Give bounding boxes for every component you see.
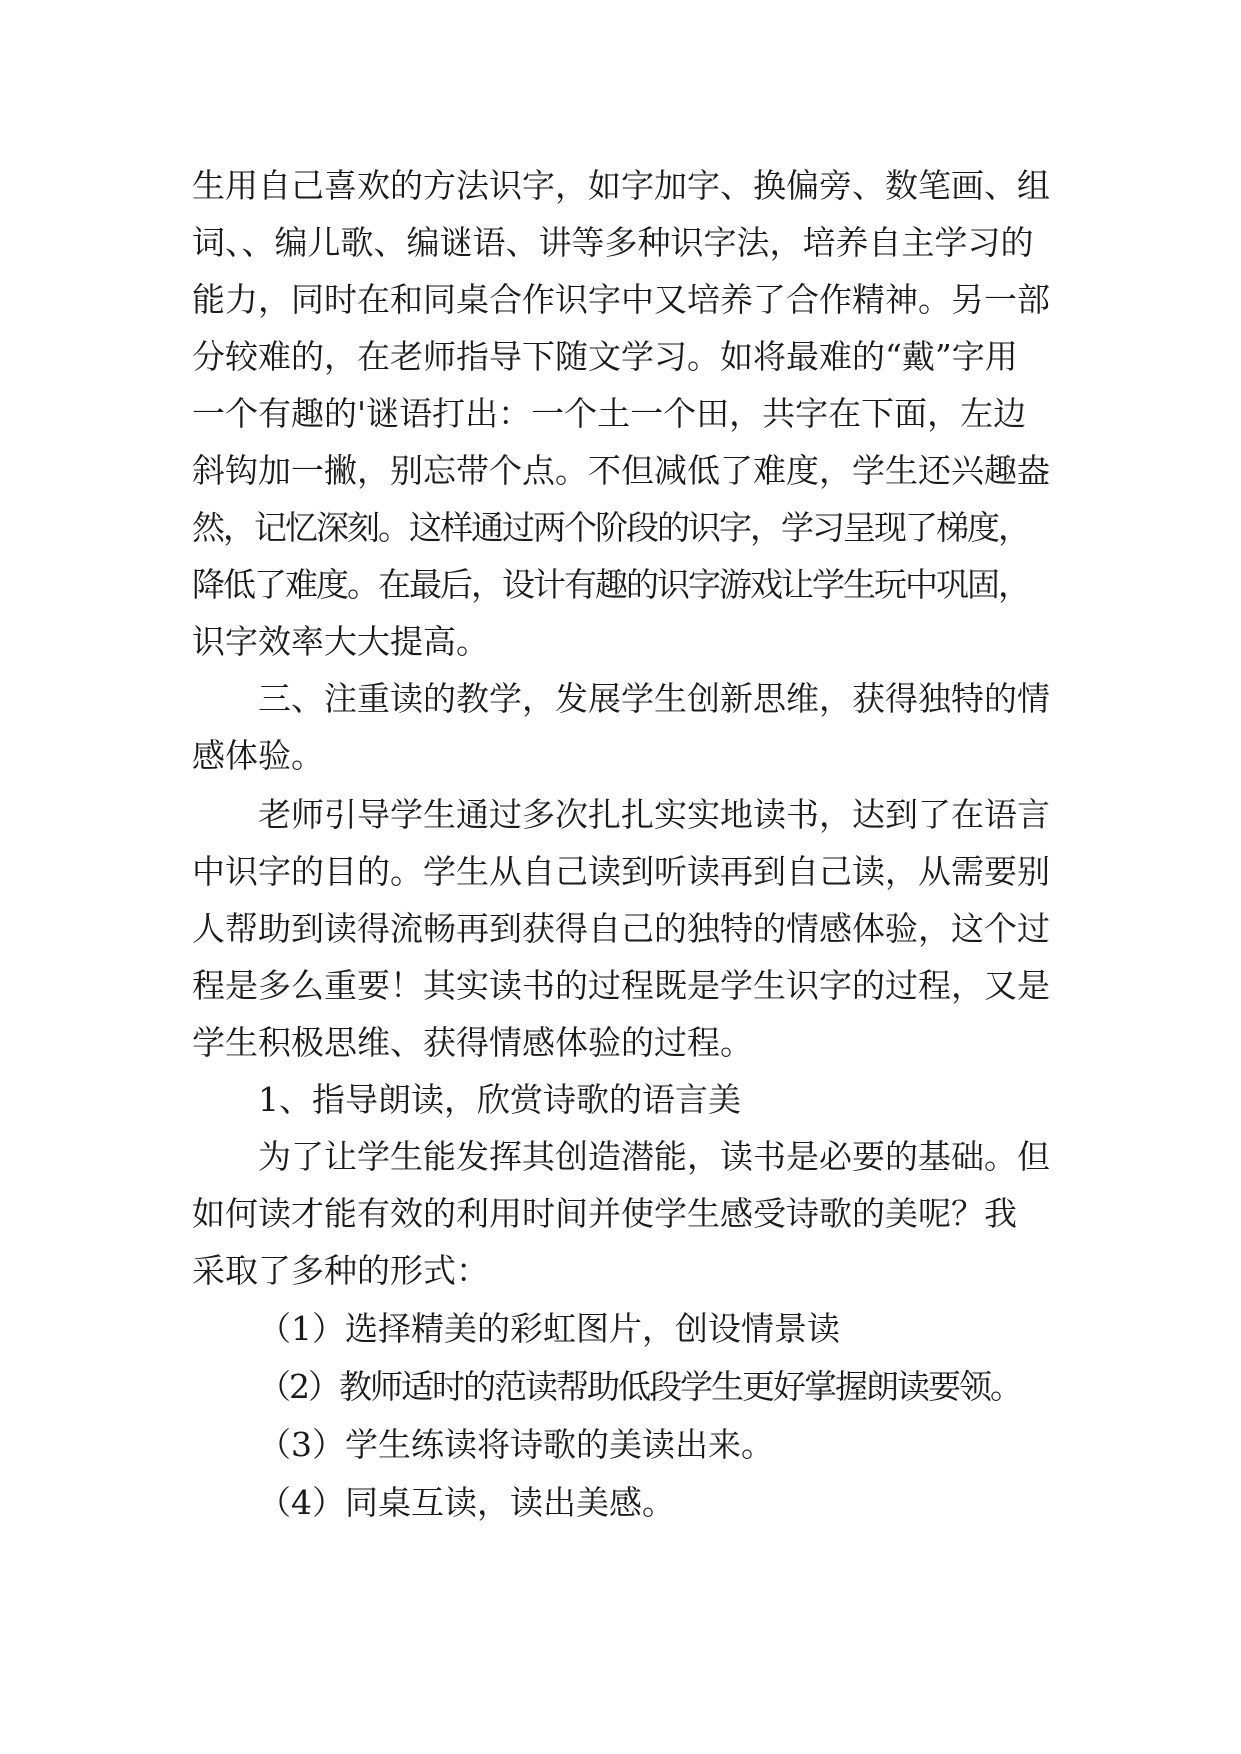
- text-line: 降低了难度。在最后，设计有趣的识字游戏让学生玩中巩固，: [192, 565, 1029, 604]
- section-heading-continued: 感体验。: [192, 736, 324, 775]
- text-line: 然，记忆深刻。这样通过两个阶段的识字，学习呈现了梯度，: [192, 508, 1029, 547]
- text-line: 分较难的，在老师指导下随文学习。如将最难的“戴”字用: [192, 337, 1018, 376]
- text-line: 词、、编儿歌、编谜语、讲等多种识字法，培养自主学习的: [192, 223, 1034, 262]
- text-line: 人帮助到读得流畅再到获得自己的独特的情感体验，这个过: [192, 909, 1050, 948]
- text-line: 识字效率大大提高。: [192, 622, 489, 661]
- text-line: 采取了多种的形式：: [192, 1251, 489, 1290]
- list-item: （3）学生练读将诗歌的美读出来。: [258, 1425, 774, 1464]
- text-line: 生用自己喜欢的方法识字，如字加字、换偏旁、数笔画、组: [192, 166, 1050, 205]
- text-line: 中识字的目的。学生从自己读到听读再到自己读，从需要别: [192, 852, 1050, 891]
- list-item: （4）同桌互读，读出美感。: [258, 1483, 675, 1522]
- list-item: （2）教师适时的范读帮助低段学生更好掌握朗读要领。: [258, 1367, 1021, 1406]
- text-line: 如何读才能有效的利用时间并使学生感受诗歌的美呢？我: [192, 1194, 1017, 1233]
- section-heading: 三、注重读的教学，发展学生创新思维，获得独特的情: [258, 679, 1050, 718]
- subsection-heading: 1、指导朗读，欣赏诗歌的语言美: [258, 1080, 741, 1119]
- text-line: 为了让学生能发挥其创造潜能，读书是必要的基础。但: [258, 1137, 1050, 1176]
- text-line: 程是多么重要！其实读书的过程既是学生识字的过程，又是: [192, 966, 1050, 1005]
- list-item: （1）选择精美的彩虹图片，创设情景读: [258, 1309, 840, 1348]
- text-line: 能力，同时在和同桌合作识字中又培养了合作精神。另一部: [192, 280, 1050, 319]
- text-line: 一个有趣的'谜语打出：一个土一个田，共字在下面，左边: [192, 394, 1027, 433]
- text-line: 斜钩加一撇，别忘带个点。不但减低了难度，学生还兴趣盎: [192, 451, 1050, 490]
- text-line: 老师引导学生通过多次扎扎实实地读书，达到了在语言: [258, 795, 1050, 834]
- text-line: 学生积极思维、获得情感体验的过程。: [192, 1023, 753, 1062]
